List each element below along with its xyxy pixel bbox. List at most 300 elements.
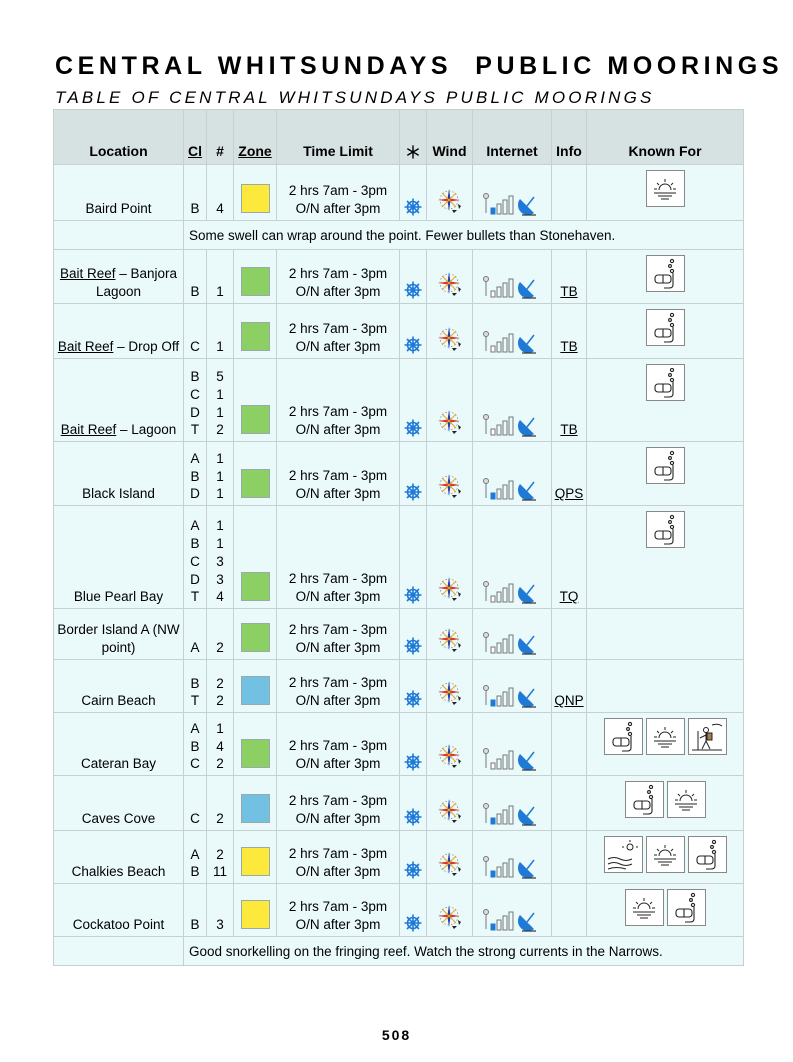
info-cell (552, 250, 587, 304)
internet-cell (473, 831, 552, 884)
location-name: Cateran Bay (80, 756, 157, 771)
info-link[interactable]: TQ (559, 589, 579, 604)
mooring-row (54, 442, 744, 506)
count-line: 4 (216, 589, 224, 605)
col-info: Info (552, 110, 587, 165)
time-day: 2 hrs 7am - 3pm (288, 183, 388, 198)
class-line: B (190, 201, 200, 217)
class-cell (184, 713, 207, 776)
helm-cell (400, 250, 427, 304)
location-cell (54, 304, 184, 359)
helm-icon (403, 280, 423, 300)
info-link[interactable]: QNP (554, 693, 584, 708)
location-name: – Banjora Lagoon (95, 266, 178, 299)
class-line: C (190, 339, 200, 355)
known-for-cell (587, 831, 744, 884)
time-overnight: O/N after 3pm (295, 811, 381, 826)
class-line: T (190, 693, 200, 709)
time-day: 2 hrs 7am - 3pm (288, 468, 388, 483)
time-day: 2 hrs 7am - 3pm (288, 404, 388, 419)
header-row (54, 110, 744, 165)
count-line: 1 (216, 468, 224, 484)
helm-cell (400, 831, 427, 884)
known-for-badge (646, 170, 685, 207)
signal-icon (482, 630, 542, 656)
signal-icon (482, 579, 542, 605)
time-overnight: O/N after 3pm (295, 589, 381, 604)
count-line: 1 (216, 450, 224, 466)
known-for-cell (587, 359, 744, 442)
mooring-row (54, 165, 744, 221)
wind-cell (427, 442, 473, 506)
info-cell (552, 442, 587, 506)
class-cell (184, 359, 207, 442)
note-text: Some swell can wrap around the point. Fewer bullets than Stonehaven. (184, 221, 744, 250)
zone-cell (234, 165, 277, 221)
helm-cell (400, 442, 427, 506)
mooring-row (54, 250, 744, 304)
satellite-dish-icon (518, 335, 536, 353)
satellite-dish-icon (518, 689, 536, 707)
zone-swatch (241, 900, 270, 929)
zone-swatch (241, 184, 270, 213)
info-cell (552, 506, 587, 609)
page-number: 508 (381, 1027, 412, 1043)
zone-swatch (241, 405, 270, 434)
zone-cell (234, 506, 277, 609)
mooring-row (54, 831, 744, 884)
info-link[interactable]: TB (560, 284, 578, 299)
class-line: T (190, 422, 200, 438)
location-link[interactable]: Bait Reef (60, 422, 117, 437)
signal-icon (482, 683, 542, 709)
class-cell (184, 660, 207, 713)
helm-icon (403, 913, 423, 933)
class-line: B (190, 536, 200, 552)
helm-icon (403, 752, 423, 772)
info-cell (552, 884, 587, 937)
wind-compass-icon (434, 406, 466, 438)
count-cell (207, 304, 234, 359)
wind-cell (427, 609, 473, 660)
location-cell (54, 250, 184, 304)
signal-icon (482, 412, 542, 438)
class-cell (184, 165, 207, 221)
location-cell (54, 660, 184, 713)
wind-compass-icon (434, 848, 466, 880)
class-line: D (190, 404, 200, 420)
wind-cell (427, 660, 473, 713)
zone-swatch (241, 676, 270, 705)
wind-cell (427, 359, 473, 442)
class-cell (184, 304, 207, 359)
col-known-for: Known For (587, 110, 744, 165)
wind-compass-icon (434, 573, 466, 605)
info-link[interactable]: TB (560, 422, 578, 437)
internet-cell (473, 165, 552, 221)
known-for-badge (625, 889, 664, 926)
snorkel-icon (694, 839, 720, 871)
mooring-row (54, 884, 744, 937)
count-line: 1 (216, 536, 224, 552)
class-cell (184, 776, 207, 831)
note-row (54, 937, 744, 966)
time-limit-cell (277, 660, 400, 713)
time-limit-cell (277, 776, 400, 831)
class-line: A (190, 640, 200, 656)
count-cell (207, 884, 234, 937)
internet-cell (473, 304, 552, 359)
signal-icon (482, 801, 542, 827)
location-cell (54, 884, 184, 937)
col-class[interactable]: Cl (184, 110, 207, 165)
zone-cell (234, 304, 277, 359)
class-line: D (190, 571, 200, 587)
count-line: 4 (216, 738, 224, 754)
info-cell (552, 359, 587, 442)
helm-cell (400, 884, 427, 937)
sunset-icon (651, 843, 679, 867)
known-for-badge (646, 364, 685, 401)
location-name: Border Island A (NW point) (57, 622, 180, 655)
class-cell (184, 506, 207, 609)
satellite-dish-icon (518, 280, 536, 298)
time-overnight: O/N after 3pm (295, 486, 381, 501)
internet-cell (473, 776, 552, 831)
count-line: 2 (216, 811, 224, 827)
satellite-dish-icon (518, 807, 536, 825)
zone-swatch (241, 794, 270, 823)
location-name: – Drop Off (113, 339, 180, 354)
location-name: – Lagoon (116, 422, 177, 437)
count-line: 1 (216, 404, 224, 420)
count-cell (207, 713, 234, 776)
location-link[interactable]: Bait Reef (57, 339, 114, 354)
info-cell (552, 304, 587, 359)
class-line: B (190, 738, 200, 754)
helm-icon (403, 197, 423, 217)
internet-cell (473, 506, 552, 609)
time-limit-cell (277, 609, 400, 660)
satellite-dish-icon (518, 913, 536, 931)
col-helm (400, 110, 427, 165)
known-for-badge (646, 836, 685, 873)
count-line: 1 (216, 486, 224, 502)
class-cell (184, 831, 207, 884)
known-for-cell (587, 660, 744, 713)
wind-cell (427, 776, 473, 831)
info-cell (552, 609, 587, 660)
known-for-cell (587, 884, 744, 937)
wind-compass-icon (434, 268, 466, 300)
mooring-row (54, 359, 744, 442)
known-for-cell (587, 506, 744, 609)
satellite-dish-icon (518, 418, 536, 436)
internet-cell (473, 713, 552, 776)
known-for-badge (688, 718, 727, 755)
helm-cell (400, 165, 427, 221)
time-limit-cell (277, 165, 400, 221)
helm-icon (403, 636, 423, 656)
satellite-dish-icon (518, 585, 536, 603)
wind-compass-icon (434, 185, 466, 217)
time-day: 2 hrs 7am - 3pm (288, 675, 388, 690)
time-day: 2 hrs 7am - 3pm (288, 793, 388, 808)
known-for-badge (688, 836, 727, 873)
moorings-table (53, 109, 744, 966)
zone-swatch (241, 267, 270, 296)
time-limit-cell (277, 884, 400, 937)
count-line: 3 (216, 553, 224, 569)
helm-icon (403, 860, 423, 880)
satellite-dish-icon (518, 752, 536, 770)
internet-cell (473, 442, 552, 506)
satellite-dish-icon (518, 860, 536, 878)
helm-cell (400, 660, 427, 713)
helm-cell (400, 304, 427, 359)
known-for-badge (667, 889, 706, 926)
known-for-badge (646, 718, 685, 755)
satellite-dish-icon (518, 482, 536, 500)
mooring-row (54, 713, 744, 776)
location-name: Chalkies Beach (71, 864, 166, 879)
col-location: Location (54, 110, 184, 165)
helm-cell (400, 359, 427, 442)
helm-cell (400, 713, 427, 776)
known-for-cell (587, 304, 744, 359)
known-for-badge (625, 781, 664, 818)
count-cell (207, 165, 234, 221)
class-cell (184, 250, 207, 304)
zone-cell (234, 660, 277, 713)
count-cell (207, 609, 234, 660)
internet-cell (473, 884, 552, 937)
wind-cell (427, 713, 473, 776)
known-for-badge (646, 255, 685, 292)
snorkel-icon (631, 784, 657, 816)
count-line: 2 (216, 693, 224, 709)
col-wind: Wind (427, 110, 473, 165)
count-cell (207, 506, 234, 609)
time-day: 2 hrs 7am - 3pm (288, 266, 388, 281)
table-caption: TABLE OF CENTRAL WHITSUNDAYS PUBLIC MOORINGS (55, 88, 655, 107)
location-cell (54, 713, 184, 776)
signal-icon (482, 191, 542, 217)
satellite-dish-icon (518, 197, 536, 215)
wind-cell (427, 165, 473, 221)
info-cell (552, 831, 587, 884)
time-day: 2 hrs 7am - 3pm (288, 846, 388, 861)
known-for-badge (604, 836, 643, 873)
col-zone[interactable]: Zone (234, 110, 277, 165)
class-line: B (190, 369, 200, 385)
helm-icon (403, 689, 423, 709)
wind-cell (427, 304, 473, 359)
class-line: C (190, 553, 200, 569)
zone-cell (234, 359, 277, 442)
count-line: 1 (216, 339, 224, 355)
info-link[interactable]: TB (560, 339, 578, 354)
class-line: C (190, 386, 200, 402)
helm-icon (403, 807, 423, 827)
sunset-icon (630, 896, 658, 920)
time-limit-cell (277, 831, 400, 884)
zone-cell (234, 442, 277, 506)
sunset-icon (651, 725, 679, 749)
time-day: 2 hrs 7am - 3pm (288, 899, 388, 914)
count-line: 1 (216, 284, 224, 300)
class-line: C (190, 811, 200, 827)
time-limit-cell (277, 359, 400, 442)
note-spacer (54, 221, 184, 250)
location-name: Caves Cove (81, 811, 156, 826)
info-link[interactable]: QPS (554, 486, 584, 501)
signal-icon (482, 907, 542, 933)
count-cell (207, 359, 234, 442)
mooring-row (54, 506, 744, 609)
count-line: 2 (216, 756, 224, 772)
zone-cell (234, 831, 277, 884)
info-cell (552, 713, 587, 776)
zone-swatch (241, 469, 270, 498)
snorkel-icon (673, 892, 699, 924)
info-cell (552, 165, 587, 221)
col-time-limit: Time Limit (277, 110, 400, 165)
helm-icon (403, 418, 423, 438)
wind-compass-icon (434, 740, 466, 772)
time-overnight: O/N after 3pm (295, 284, 381, 299)
class-line: B (190, 468, 200, 484)
location-cell (54, 165, 184, 221)
class-line: T (190, 589, 200, 605)
wind-compass-icon (434, 677, 466, 709)
location-cell (54, 609, 184, 660)
count-cell (207, 660, 234, 713)
class-cell (184, 609, 207, 660)
zone-swatch (241, 847, 270, 876)
class-line: B (190, 864, 200, 880)
beach-icon (606, 839, 640, 871)
internet-cell (473, 250, 552, 304)
known-for-badge (667, 781, 706, 818)
wind-compass-icon (434, 470, 466, 502)
location-name: Baird Point (85, 201, 152, 216)
known-for-cell (587, 609, 744, 660)
wind-compass-icon (434, 795, 466, 827)
helm-cell (400, 506, 427, 609)
note-text: Good snorkelling on the fringing reef. Watch the strong currents in the Narrows. (184, 937, 744, 966)
info-cell (552, 660, 587, 713)
count-cell (207, 776, 234, 831)
time-day: 2 hrs 7am - 3pm (288, 571, 388, 586)
location-cell (54, 776, 184, 831)
hiker-icon (690, 721, 724, 753)
location-cell (54, 442, 184, 506)
internet-cell (473, 609, 552, 660)
signal-icon (482, 274, 542, 300)
time-overnight: O/N after 3pm (295, 201, 381, 216)
zone-cell (234, 250, 277, 304)
snorkel-icon (652, 450, 678, 482)
known-for-badge (646, 309, 685, 346)
col-internet: Internet (473, 110, 552, 165)
time-overnight: O/N after 3pm (295, 756, 381, 771)
col-number: # (207, 110, 234, 165)
internet-cell (473, 359, 552, 442)
mooring-row (54, 776, 744, 831)
note-spacer (54, 937, 184, 966)
page-title: CENTRAL WHITSUNDAYS PUBLIC MOORINGS (55, 52, 784, 80)
class-line: B (190, 284, 200, 300)
mooring-row (54, 609, 744, 660)
snowflake-icon (406, 145, 420, 159)
snorkel-icon (652, 367, 678, 399)
wind-cell (427, 506, 473, 609)
internet-cell (473, 660, 552, 713)
known-for-badge (604, 718, 643, 755)
count-line: 1 (216, 386, 224, 402)
time-limit-cell (277, 304, 400, 359)
mooring-row (54, 660, 744, 713)
known-for-cell (587, 776, 744, 831)
count-line: 1 (216, 720, 224, 736)
helm-icon (403, 585, 423, 605)
time-limit-cell (277, 250, 400, 304)
zone-cell (234, 776, 277, 831)
class-line: A (190, 518, 200, 534)
location-link[interactable]: Bait Reef (59, 266, 116, 281)
time-overnight: O/N after 3pm (295, 917, 381, 932)
known-for-cell (587, 442, 744, 506)
count-line: 3 (216, 571, 224, 587)
zone-swatch (241, 572, 270, 601)
helm-cell (400, 609, 427, 660)
count-line: 11 (212, 864, 227, 880)
location-name: Black Island (82, 486, 155, 501)
time-overnight: O/N after 3pm (295, 339, 381, 354)
count-line: 4 (216, 201, 224, 217)
count-cell (207, 442, 234, 506)
known-for-badge (646, 511, 685, 548)
signal-icon (482, 476, 542, 502)
snorkel-icon (610, 721, 636, 753)
signal-icon (482, 746, 542, 772)
count-line: 2 (216, 640, 224, 656)
location-name: Cockatoo Point (72, 917, 165, 932)
location-name: Cairn Beach (81, 693, 156, 708)
time-day: 2 hrs 7am - 3pm (288, 622, 388, 637)
known-for-cell (587, 250, 744, 304)
satellite-dish-icon (518, 636, 536, 654)
class-line: B (190, 675, 200, 691)
snorkel-icon (652, 258, 678, 290)
count-cell (207, 250, 234, 304)
sunset-icon (672, 788, 700, 812)
location-cell (54, 506, 184, 609)
known-for-badge (646, 447, 685, 484)
info-cell (552, 776, 587, 831)
zone-cell (234, 884, 277, 937)
note-row (54, 221, 744, 250)
class-line: B (190, 917, 200, 933)
class-line: A (190, 450, 200, 466)
helm-cell (400, 776, 427, 831)
wind-cell (427, 250, 473, 304)
class-line: A (190, 846, 200, 862)
location-cell (54, 359, 184, 442)
location-name: Blue Pearl Bay (73, 589, 164, 604)
wind-cell (427, 884, 473, 937)
